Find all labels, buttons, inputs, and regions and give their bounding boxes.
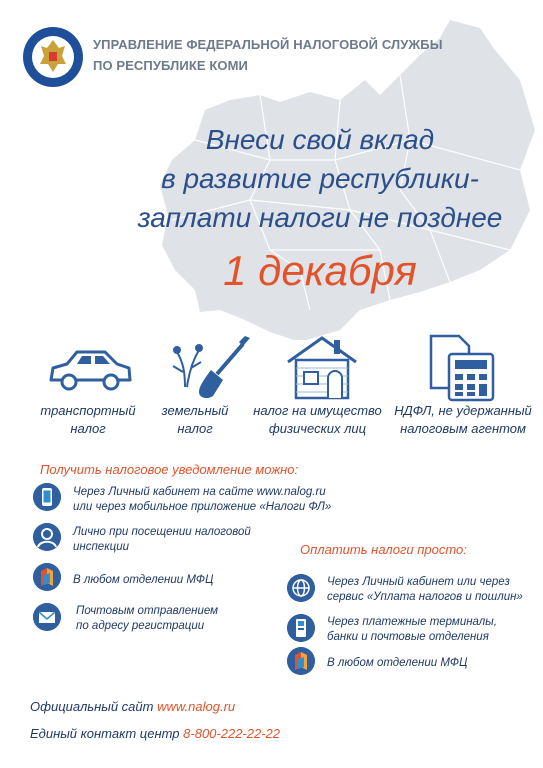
terminal-icon	[287, 614, 315, 642]
pay-item-line1: Через платежные терминалы,	[327, 616, 497, 628]
headline-line3: заплати налоги не позднее	[137, 202, 503, 233]
tax-label-line1: налог на имущество	[253, 403, 382, 418]
pay-item-line1: Через Личный кабинет или через	[327, 576, 510, 588]
pay-item-mfc	[327, 656, 467, 671]
deadline-date: 1 декабря	[223, 247, 417, 294]
tax-label-line1: НДФЛ, не удержанный	[394, 403, 532, 418]
official-site-label: Официальный сайт	[30, 699, 158, 714]
tax-label-line2: налог	[177, 421, 213, 436]
notice-item-line1: Через Личный кабинет на сайте www.nalog.ru	[73, 486, 326, 498]
tax-label-line1: земельный	[161, 403, 229, 418]
notice-item-mfc	[73, 573, 213, 588]
mfc-icon	[287, 647, 315, 675]
official-site	[30, 699, 235, 714]
notice-item-post	[76, 604, 218, 634]
house-icon	[282, 332, 362, 402]
tax-label-line2: физических лиц	[268, 421, 367, 436]
pay-title: Оплатить налоги просто:	[300, 542, 467, 557]
fns-emblem-logo	[22, 26, 84, 88]
shovel-icon	[165, 332, 260, 402]
tax-label-transport	[28, 402, 148, 438]
notice-item-lk	[73, 485, 331, 515]
notice-item-inspection	[73, 525, 251, 555]
tax-label-line2: налоговым агентом	[400, 421, 526, 436]
org-name-line1: УПРАВЛЕНИЕ ФЕДЕРАЛЬНОЙ НАЛОГОВОЙ СЛУЖБЫ	[93, 37, 443, 52]
headline	[100, 120, 540, 237]
tax-label-ndfl	[388, 402, 538, 438]
pay-item-line1: В любом отделении МФЦ	[327, 657, 468, 669]
tax-label-line2: налог	[70, 421, 106, 436]
contact-center-label: Единый контакт центр	[30, 726, 184, 741]
contact-center-phone[interactable]: 8-800-222-22-22	[183, 726, 281, 741]
official-site-link[interactable]: www.nalog.ru	[157, 699, 236, 714]
person-icon	[33, 523, 61, 551]
org-name-line2: ПО РЕСПУБЛИКЕ КОМИ	[93, 58, 248, 73]
notice-item-line1: В любом отделении МФЦ	[73, 574, 214, 586]
notice-item-line2: или через мобильное приложение «Налоги ФЛ»	[73, 501, 332, 513]
mfc-icon	[33, 563, 61, 591]
car-icon	[45, 332, 135, 402]
pay-item-line2: сервис «Уплата налогов и пошлин»	[327, 591, 523, 603]
tax-label-land	[150, 402, 240, 438]
pay-item-lk	[327, 575, 523, 605]
notice-item-line2: по адресу регистрации	[76, 620, 205, 632]
pay-item-terminals	[327, 615, 497, 645]
envelope-icon	[33, 603, 61, 631]
calculator-icon	[425, 332, 497, 402]
notice-title: Получить налоговое уведомление можно:	[40, 462, 299, 477]
notice-item-line1: Почтовым отправлением	[76, 605, 219, 617]
headline-line2: в развитие республики-	[161, 163, 479, 194]
tax-label-line1: транспортный	[40, 403, 136, 418]
org-name	[93, 34, 443, 76]
phone-icon	[33, 483, 61, 511]
notice-item-line1: Лично при посещении налоговой	[73, 526, 251, 538]
pay-item-line2: банки и почтовые отделения	[327, 631, 489, 643]
tax-label-property	[245, 402, 390, 438]
globe-icon	[287, 574, 315, 602]
contact-center	[30, 726, 280, 741]
headline-line1: Внеси свой вклад	[205, 124, 435, 155]
notice-item-line2: инспекции	[73, 541, 129, 553]
